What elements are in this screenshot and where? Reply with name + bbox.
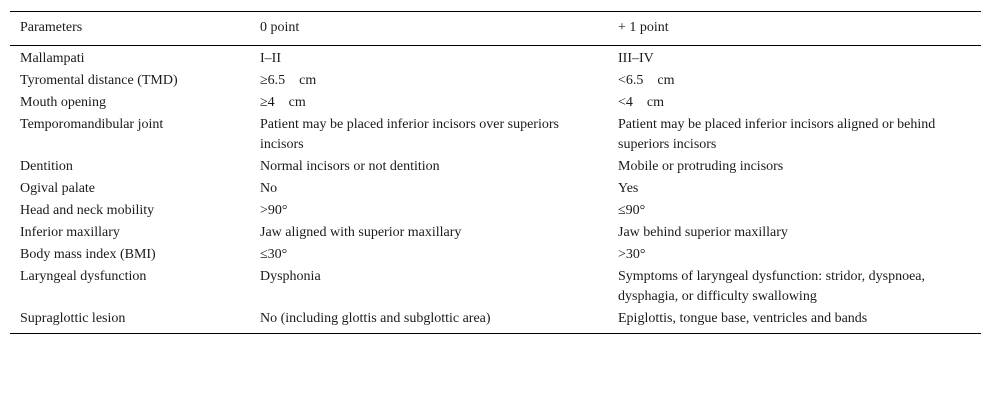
- airway-scoring-table: [10, 11, 981, 334]
- row-zero-point: Normal incisors or not dentition: [260, 159, 440, 174]
- row-one-point: <6.5 cm: [618, 73, 675, 88]
- row-one-point: >30°: [618, 247, 646, 262]
- row-one-point: Symptoms of laryngeal dysfunction: stridor, dyspnoea, dysphagia, or difficulty swallowing: [618, 269, 926, 304]
- row-zero-point: Jaw aligned with superior maxillary: [260, 225, 462, 240]
- row-one-point: <4 cm: [618, 95, 664, 110]
- row-zero-point: I–II: [260, 51, 281, 66]
- table-row: [10, 200, 981, 222]
- row-one-point: III–IV: [618, 51, 654, 66]
- row-one-point: Yes: [618, 181, 639, 196]
- table-row: [10, 92, 981, 114]
- row-zero-point: ≤30°: [260, 247, 288, 262]
- row-parameter: Dentition: [20, 159, 73, 174]
- table-row: [10, 114, 981, 156]
- row-parameter: Laryngeal dysfunction: [20, 269, 147, 284]
- scoring-table-container: [10, 11, 981, 334]
- row-parameter: Tyromental distance (TMD): [20, 73, 178, 88]
- header-one-point: + 1 point: [618, 20, 669, 35]
- row-zero-point: ≥6.5 cm: [260, 73, 317, 88]
- row-one-point: Jaw behind superior maxillary: [618, 225, 788, 240]
- table-row: [10, 308, 981, 334]
- table-row: [10, 46, 981, 71]
- row-parameter: Inferior maxillary: [20, 225, 120, 240]
- row-zero-point: No: [260, 181, 278, 196]
- table-row: [10, 266, 981, 308]
- row-parameter: Body mass index (BMI): [20, 247, 156, 262]
- table-row: [10, 178, 981, 200]
- row-one-point: Patient may be placed inferior incisors aligned or behind superiors incisors: [618, 117, 936, 152]
- row-parameter: Mallampati: [20, 51, 85, 66]
- table-row: [10, 70, 981, 92]
- header-row: [10, 12, 981, 46]
- table-row: [10, 156, 981, 178]
- row-parameter: Supraglottic lesion: [20, 311, 126, 326]
- header-parameters: Parameters: [20, 20, 83, 35]
- row-one-point: Mobile or protruding incisors: [618, 159, 784, 174]
- table-header: [10, 12, 981, 46]
- row-parameter: Head and neck mobility: [20, 203, 155, 218]
- row-zero-point: >90°: [260, 203, 288, 218]
- row-zero-point: Patient may be placed inferior incisors over superiors incisors: [260, 117, 559, 152]
- row-one-point: ≤90°: [618, 203, 646, 218]
- row-parameter: Mouth opening: [20, 95, 106, 110]
- table-row: [10, 222, 981, 244]
- header-zero-point: 0 point: [260, 20, 300, 35]
- row-parameter: Ogival palate: [20, 181, 96, 196]
- row-zero-point: Dysphonia: [260, 269, 321, 284]
- row-zero-point: No (including glottis and subglottic area): [260, 311, 491, 326]
- row-parameter: Temporomandibular joint: [20, 117, 164, 132]
- table-body: [10, 46, 981, 334]
- row-zero-point: ≥4 cm: [260, 95, 306, 110]
- table-row: [10, 244, 981, 266]
- row-one-point: Epiglottis, tongue base, ventricles and bands: [618, 311, 868, 326]
